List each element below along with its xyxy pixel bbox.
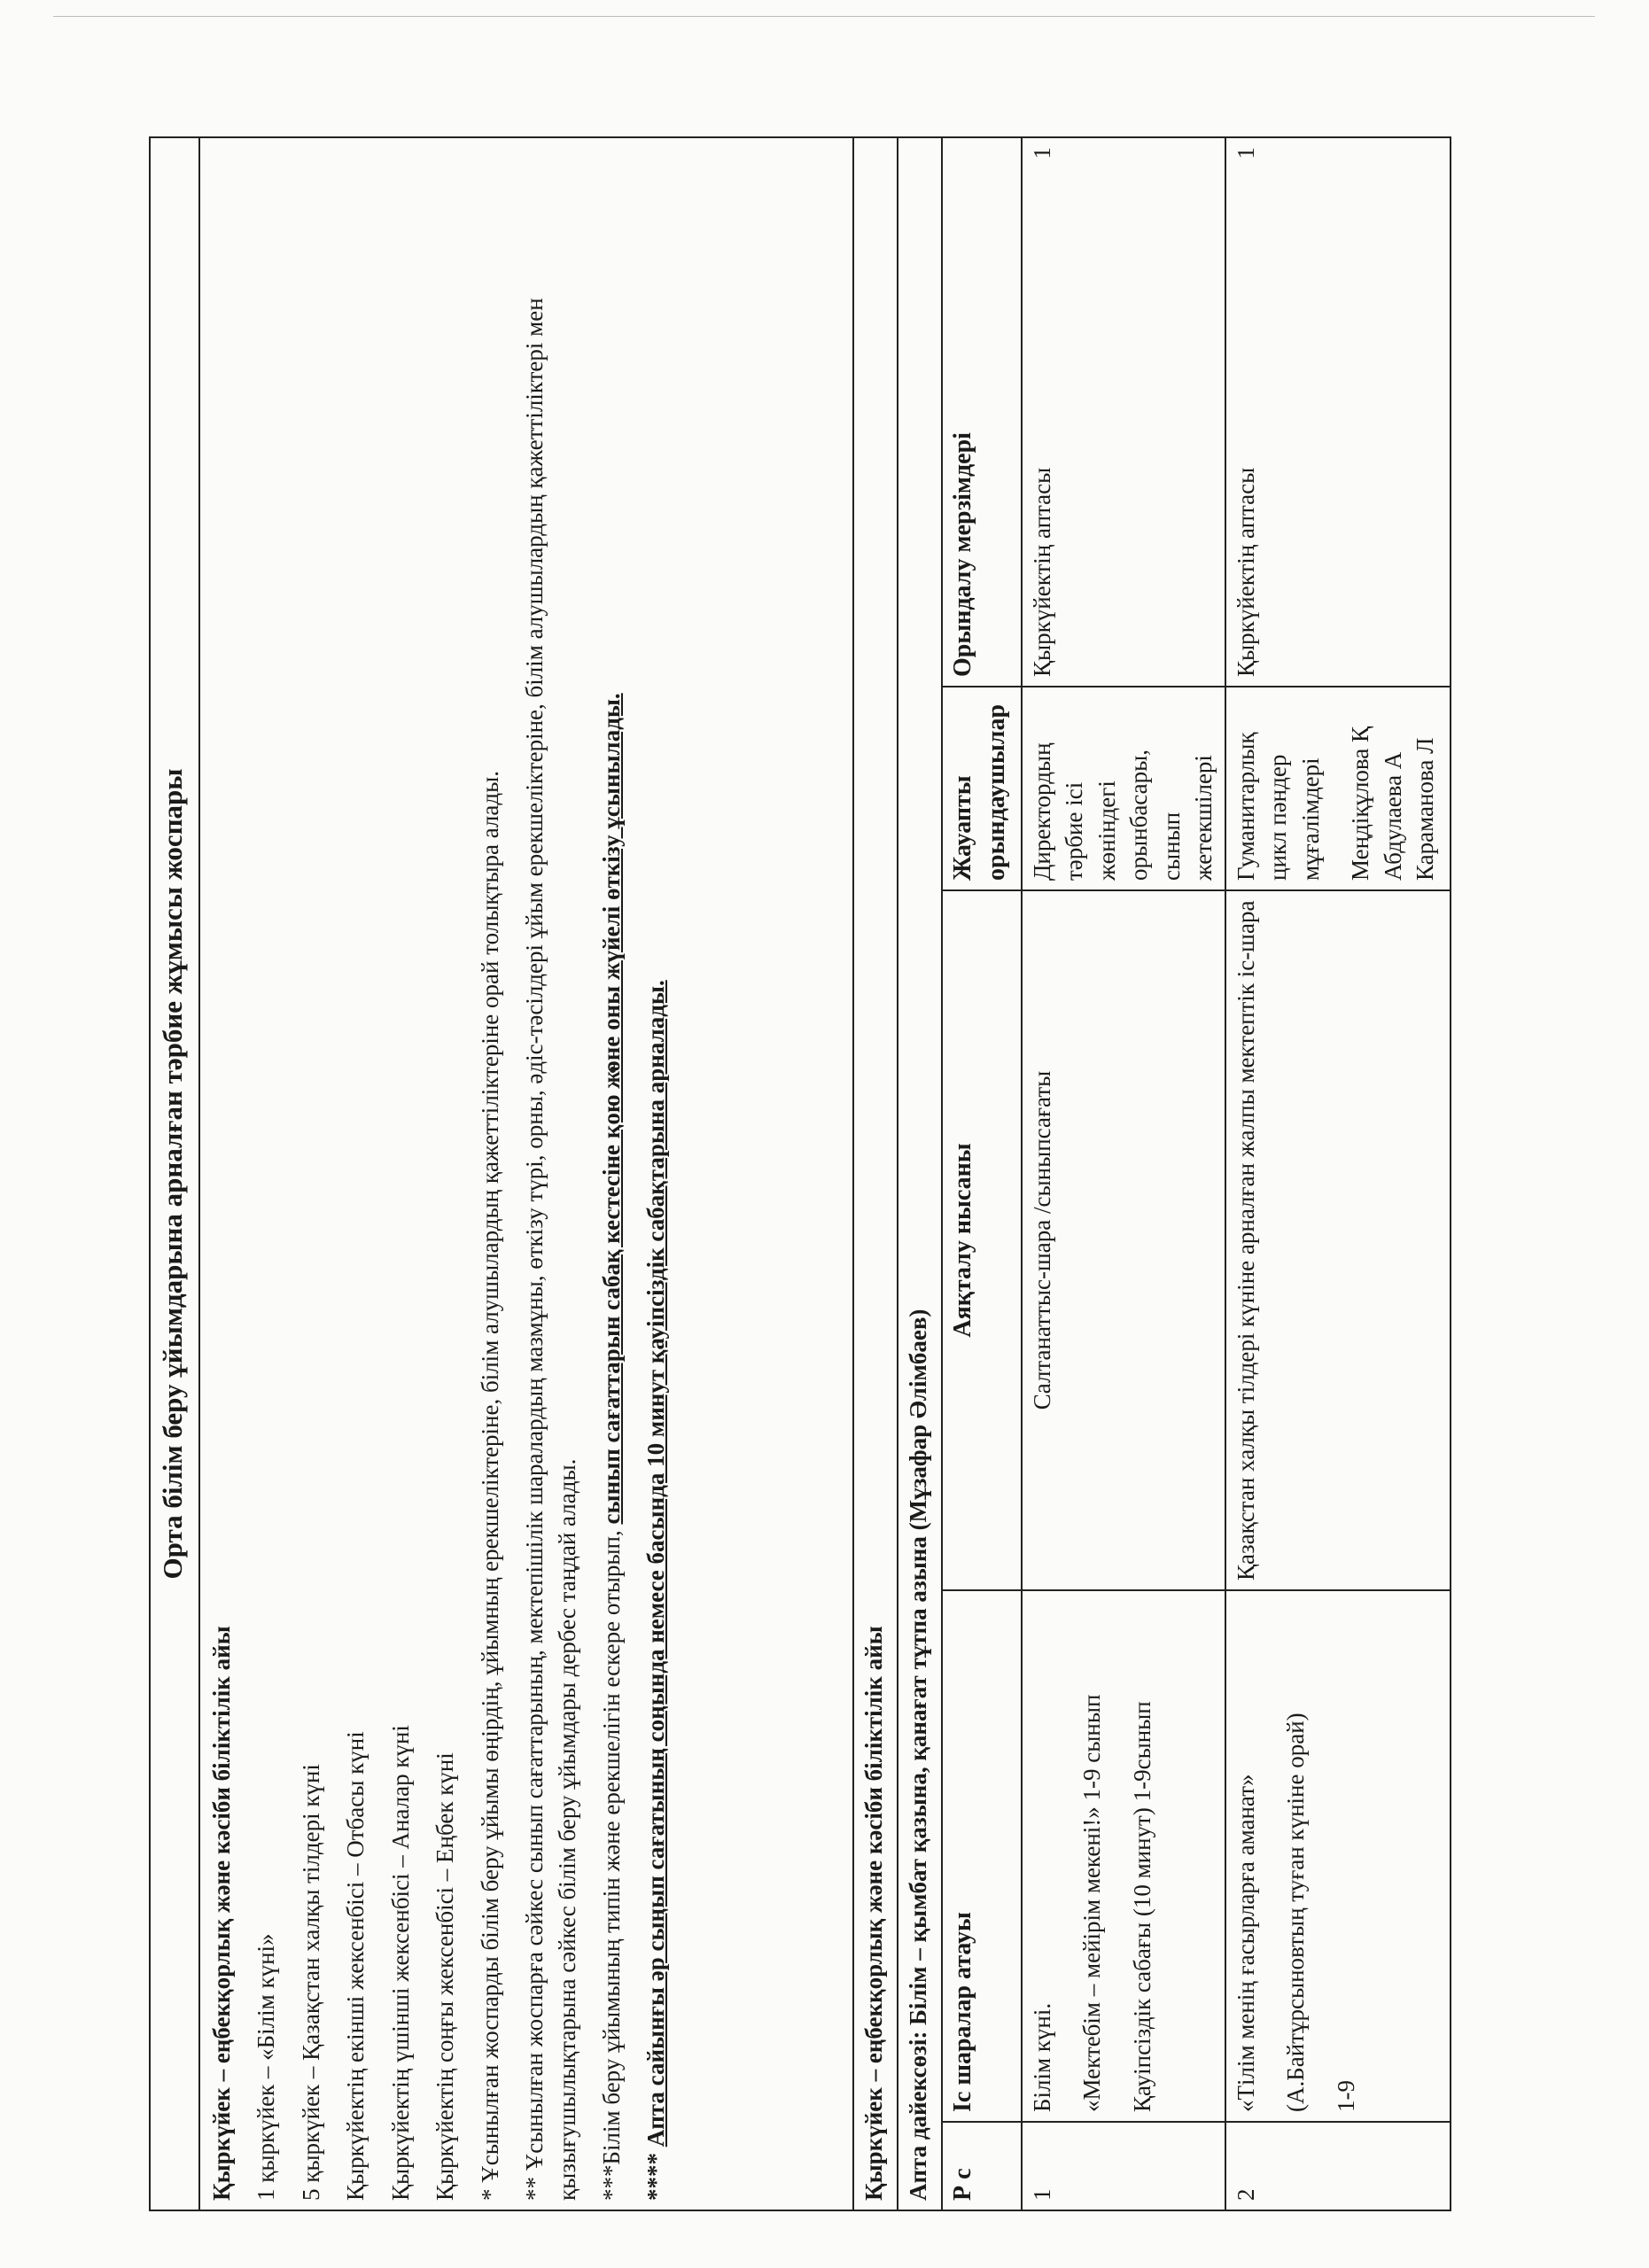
note-3-emphasis: сынып сағаттарын сабақ кестесіне қою және оны жүйелі өткізу ұсынылады. — [597, 693, 625, 1525]
event-line: (А.Байтұрсыновтың туған күніне орай) — [1282, 1713, 1310, 2112]
header-deadline: Орындалу мерзімдері — [942, 137, 1022, 687]
section-heading-2: Қыркүйек – еңбекқорлық және кәсіби біліктілік айы — [853, 137, 898, 2210]
responsible-line: Меңдіқұлова Қ — [1347, 726, 1374, 881]
row-deadline — [1022, 137, 1225, 687]
intro-section — [199, 137, 853, 2210]
date-item: 1 қыркүйек – «Білім күні» — [253, 1933, 280, 2201]
row-num: 2 — [1225, 2122, 1451, 2210]
note-4-prefix: **** — [642, 2147, 670, 2201]
responsible-line: Абдулаева А — [1379, 751, 1406, 881]
row-events — [1225, 1590, 1451, 2122]
header-num: Р с — [942, 2122, 1022, 2210]
responsible-line: Гуманитарлық цикл пәндер мұғалімдері — [1233, 732, 1324, 881]
note-1: * Ұсынылған жоспарды білім беру ұйымы өңірдің, ұйымның ерекшеліктеріне, білім алушылардың қажеттіліктеріне орай толықтыра алады. — [476, 770, 503, 2201]
page-title: Орта білім беру ұйымдарына арналған тәрбие жұмысы жоспары — [150, 137, 199, 2210]
row-deadline — [1225, 137, 1451, 687]
date-item: Қыркүйектің екінші жексенбісі – Отбасы күні — [342, 1731, 369, 2201]
plan-document — [149, 138, 1451, 2211]
deadline-text: Қыркүйектің аптасы — [1029, 467, 1055, 677]
note-4 — [640, 147, 672, 2201]
row-responsible: Директордың тәрбие ісі жөніндегі орынбасары, сынып жетекшілері — [1022, 687, 1225, 890]
table-row — [1022, 137, 1225, 2210]
responsible-line: Караманова Л — [1412, 737, 1439, 881]
date-item: Қыркүйектің үшінші жексенбісі – Аналар күні — [386, 1725, 414, 2201]
header-events: Іс шаралар атауы — [942, 1590, 1022, 2122]
plan-table — [149, 136, 1451, 2211]
row-events — [1022, 1590, 1225, 2122]
note-3-text: ***Білім беру ұйымының типін және ерекшелігін ескере отырып, — [597, 1524, 625, 2201]
note-2: ** Ұсынылған жоспарға сәйкес сынып сағаттарының, мектепішілік шаралардың мазмұны, өткізу түрі, орны, әдіс-тәсілдері ұйым ерекшеліктеріне, білім алушылардың қажеттіліктері мен қызығушылықтарына сәйкес білім беру ұйымдары дербес таңдай алады. — [521, 298, 580, 2201]
date-item: 5 қыркүйек – Қазақстан халқы тілдері күні — [297, 1764, 324, 2201]
scan-edge-line — [53, 16, 1595, 17]
note-4-emphasis: Апта сайынғы әр сыңып сағатының соңында немесе басында 10 минут қауіпсіздік сабақтарына арналады. — [642, 980, 670, 2148]
row-num: 1 — [1022, 2122, 1225, 2210]
week-number: 1 — [1029, 146, 1055, 159]
table-row — [1225, 137, 1451, 2210]
note-3 — [595, 147, 627, 2201]
row-responsible — [1225, 687, 1451, 890]
event-line: Қауіпсіздік сабағы (10 минут) 1-9сынып — [1128, 1701, 1155, 2112]
event-line: «Мектебім – мейірім мекені!» 1-9 сынып — [1078, 1694, 1106, 2112]
section-heading: Қыркүйек – еңбекқорлық және кәсіби біліктілік айы — [208, 1626, 235, 2201]
week-number: 1 — [1233, 146, 1259, 159]
event-line: 1-9 — [1332, 2080, 1359, 2112]
deadline-text: Қыркүйектің аптасы — [1233, 467, 1259, 677]
event-line: Білім күні. — [1029, 2002, 1055, 2112]
header-responsible: Жауапты орындаушылар — [942, 687, 1022, 890]
row-form: Қазақстан халқы тілдері күніне арналған жалпы мектептік іс-шара — [1225, 890, 1451, 1590]
date-item: Қыркүйектің соңғы жексенбісі – Еңбек күні — [432, 1752, 459, 2201]
weekly-motto: Апта дайексөзі: Білім – қымбат қазына, қанағат тұтпа азына (Мұзафар Әлімбаев) — [898, 137, 942, 2210]
event-line: «Тілім менің ғасырларға аманат» — [1233, 1774, 1259, 2112]
header-form: Аяқталу нысаны — [942, 890, 1022, 1590]
row-form: Салтанаттыс-шара /сыныпсағаты — [1022, 890, 1225, 1590]
